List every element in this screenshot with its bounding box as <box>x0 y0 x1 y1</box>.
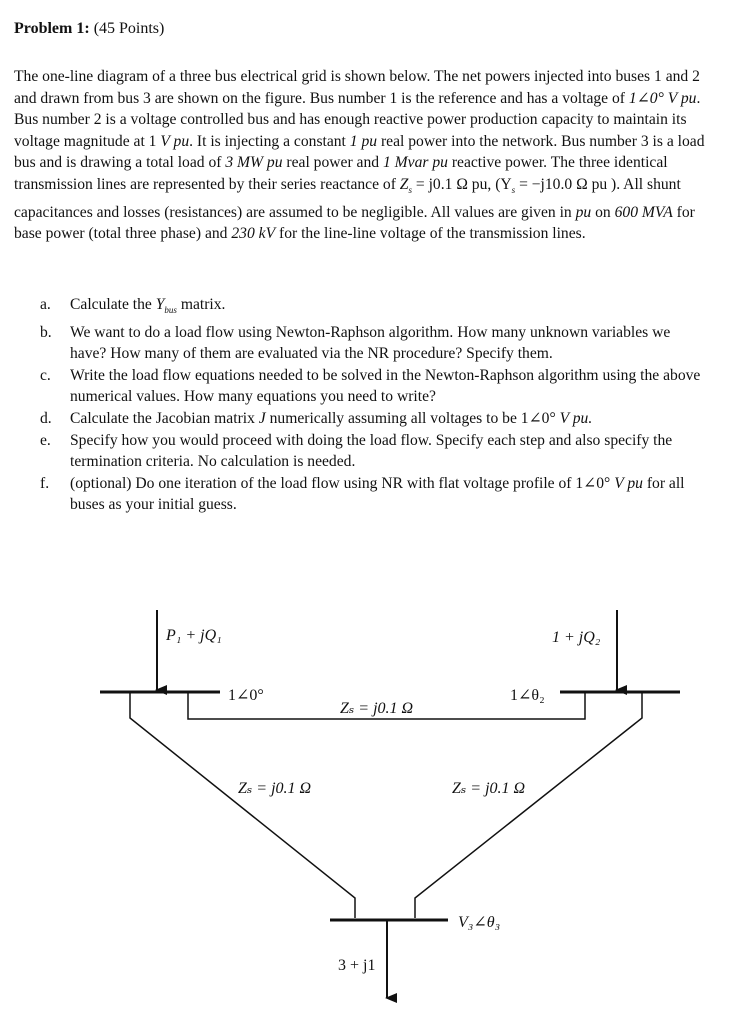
intro-text-2: . Bus number 2 is a voltage controlled bus and has enough reactive power production capacity to maintain its voltage magnitude at 1 <box>14 89 701 150</box>
bus3-reactive-load: 1 Mvar pu <box>382 154 448 172</box>
intro-text-10: for base power (total three phase) and <box>14 203 695 243</box>
intro-text-6: reactive power. The three identical transmission lines are represented by their series reactance of <box>14 154 668 193</box>
question-b <box>40 322 710 365</box>
question-f-text: (optional) Do one iteration of the load flow using NR with flat voltage profile of 1∠0° <box>70 474 615 492</box>
unit-pu: pu <box>575 203 592 221</box>
question-f <box>40 473 710 516</box>
question-a-tail: matrix. <box>176 296 226 313</box>
line-2-3 <box>415 692 642 918</box>
impedance-subscript: s <box>408 185 412 196</box>
bus-1-injection-label: P₁ + jQ₁ <box>166 627 222 644</box>
intro-text-4: real power into the network. Bus number 3 is a load bus and is drawing a total load of <box>14 132 705 172</box>
question-marker: c. <box>40 366 51 384</box>
question-f-unit: V pu <box>614 474 643 492</box>
question-marker: f. <box>40 474 50 492</box>
bus1-voltage-value: 1∠0° V pu <box>628 89 697 107</box>
intro-text-11: for the line-line voltage of the transmission lines. <box>275 225 586 243</box>
base-power-value: 600 MVA <box>614 203 673 221</box>
question-list <box>40 294 710 516</box>
problem-heading: Problem 1: <box>14 20 90 37</box>
bus-2-injection-label: 1 + jQ₂ <box>552 629 601 646</box>
question-c-text: Write the load flow equations needed to be solved in the Newton-Raphson algorithm using the above numerical values. How many equations you need to write? <box>70 366 701 406</box>
intro-text-7: = j0.1 Ω pu, (Y <box>412 175 512 193</box>
bus3-real-load: 3 MW pu <box>225 154 283 172</box>
line-2-3-impedance-label: Zₛ = j0.1 Ω <box>452 780 526 797</box>
question-c <box>40 365 710 408</box>
question-marker: b. <box>40 323 52 341</box>
question-e <box>40 430 710 473</box>
problem-points: (45 Points) <box>93 20 165 37</box>
impedance-symbol: Z <box>399 175 409 193</box>
bus-3-voltage-label: V₃∠θ₃ <box>458 914 501 931</box>
unit-vpu: V pu <box>160 132 190 150</box>
intro-text-3: . It is injecting a constant <box>189 132 350 150</box>
question-f-tail: for all buses as your initial guess. <box>70 474 685 514</box>
intro-text-1: The one-line diagram of a three bus electrical grid is shown below. The net powers injected into buses 1 and 2 and drawn from bus 3 are shown on the figure. Bus number 1 is the reference and has a voltage of <box>14 68 700 107</box>
line-1-2-impedance-label: Zₛ = j0.1 Ω <box>340 700 414 717</box>
question-e-text: Specify how you would proceed with doing the load flow. Specify each step and also specify the termination criteria. No calculation is needed. <box>70 431 673 471</box>
bus2-power-value: 1 pu <box>349 132 378 150</box>
question-d-mid: numerically assuming all voltages to be 1∠0° <box>265 410 560 428</box>
question-marker: e. <box>40 431 51 449</box>
question-d-unit: V pu. <box>559 410 593 428</box>
ybus-subscript: bus <box>164 305 177 316</box>
line-1-3-impedance-label: Zₛ = j0.1 Ω <box>238 780 312 797</box>
bus-1-voltage-label: 1∠0° <box>228 687 264 704</box>
problem-statement <box>14 66 714 245</box>
intro-text-8: = −j10.0 Ω pu ). All shunt capacitances and losses (resistances) are assumed to be negligible. All values are given in <box>14 175 681 221</box>
question-d-text: Calculate the Jacobian matrix <box>70 410 259 428</box>
ybus-symbol: Y <box>155 296 165 313</box>
intro-text-9: on <box>591 203 615 221</box>
problem-title <box>14 20 164 38</box>
intro-text-5: real power and <box>282 154 383 172</box>
base-voltage-value: 230 kV <box>231 225 276 243</box>
question-marker: d. <box>40 410 52 428</box>
bus-2-voltage-label: 1∠θ₂ <box>510 687 545 704</box>
question-a <box>40 294 710 322</box>
bus-3-load-label: 3 + j1 <box>338 957 376 974</box>
question-a-text: Calculate the <box>70 296 156 313</box>
one-line-diagram <box>0 600 739 1024</box>
question-d <box>40 408 710 430</box>
jacobian-symbol: J <box>258 410 266 428</box>
admittance-subscript: s <box>511 185 516 196</box>
question-marker: a. <box>40 296 51 313</box>
question-b-text: We want to do a load flow using Newton-Raphson algorithm. How many unknown variables we have? How many of them are evaluated via the NR procedure? Specify them. <box>70 323 671 363</box>
line-1-3 <box>130 692 355 918</box>
